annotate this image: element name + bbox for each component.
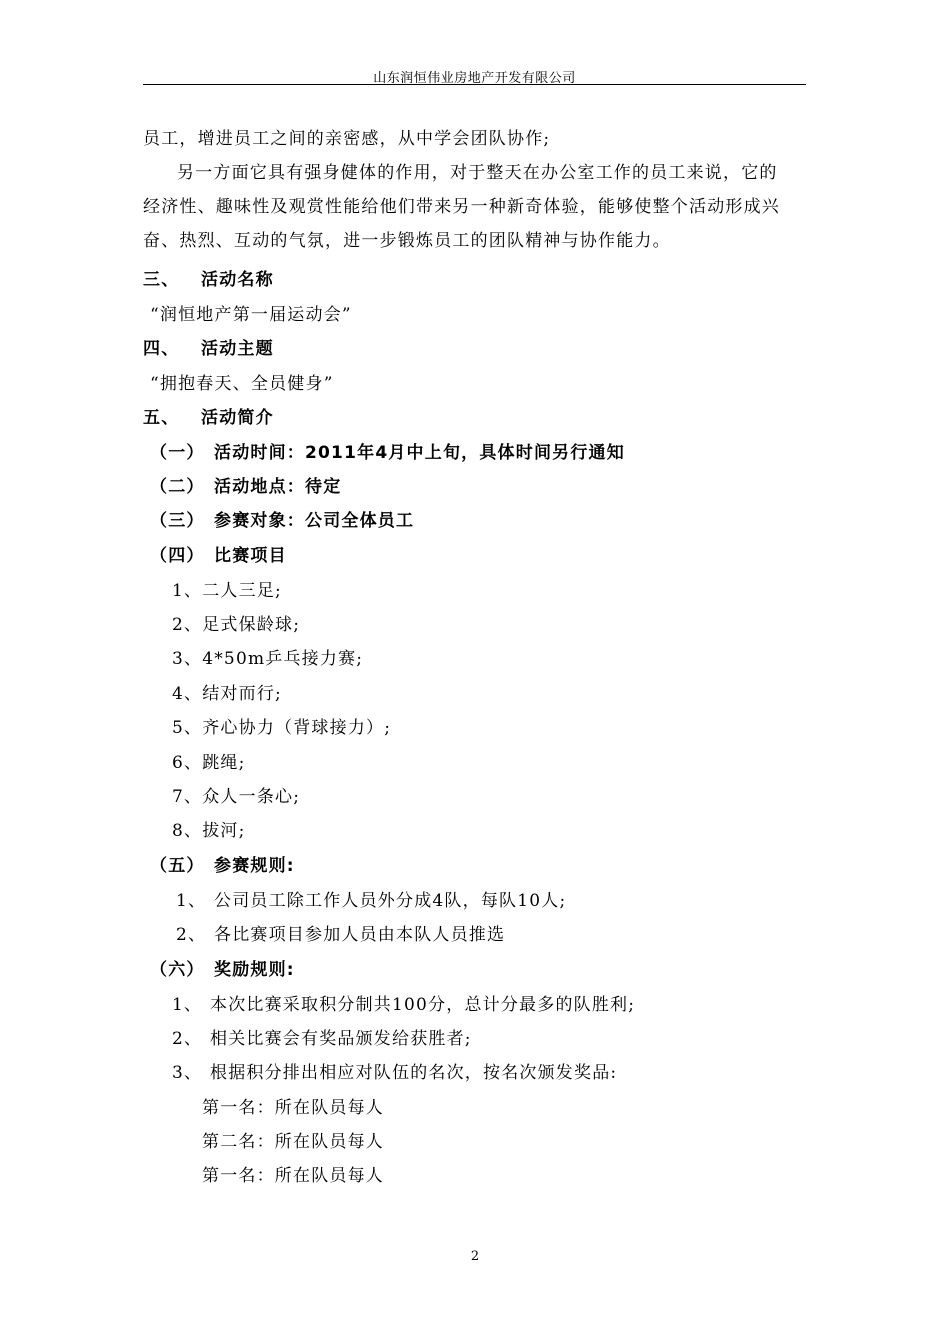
subsection-text: 奖励规则: <box>214 960 295 980</box>
subsection-text: 活动时间：2011年4月中上旬，具体时间另行通知 <box>214 443 625 463</box>
subsection-number: （五） <box>150 856 205 876</box>
subsection-text: 活动地点：待定 <box>214 477 342 497</box>
rule-text: 各比赛项目参加人员由本队人员推选 <box>214 925 506 945</box>
rule-item <box>176 925 505 945</box>
subsection-number: （六） <box>150 960 205 980</box>
list-item: 2、足式保龄球; <box>172 615 301 635</box>
section-title: 活动主题 <box>201 339 274 359</box>
prize-line: 第二名：所在队员每人 <box>202 1132 384 1152</box>
subsection-text: 参赛规则: <box>214 856 295 876</box>
list-item: 4、结对而行; <box>172 684 282 704</box>
subsection-number: （二） <box>150 477 205 497</box>
section-number: 四、 <box>143 339 180 359</box>
rule-text: 根据积分排出相应对队伍的名次，按名次颁发奖品: <box>210 1063 618 1083</box>
paragraph-line-1: 另一方面它具有强身健体的作用，对于整天在办公室工作的员工来说，它的 <box>177 163 778 183</box>
subsection-6 <box>150 960 295 980</box>
subsection-4 <box>150 546 287 566</box>
rule-text: 公司员工除工作人员外分成4队，每队10人; <box>214 891 567 911</box>
rule-text: 相关比赛会有奖品颁发给获胜者; <box>210 1029 472 1049</box>
subsection-2 <box>150 477 341 497</box>
page-number: 2 <box>470 1249 480 1264</box>
subsection-3 <box>150 511 414 531</box>
list-item: 1、二人三足; <box>172 581 282 601</box>
rule-number: 2、 <box>172 1029 203 1049</box>
rule-item <box>176 891 566 911</box>
subsection-number: （一） <box>150 443 205 463</box>
reward-rule-item <box>172 1029 472 1049</box>
paragraph-continuation: 员工，增进员工之间的亲密感，从中学会团队协作; <box>143 129 551 149</box>
reward-rule-item <box>172 1063 617 1083</box>
reward-rule-item <box>172 995 635 1015</box>
rule-text: 本次比赛采取积分制共100分，总计分最多的队胜利; <box>210 995 636 1015</box>
section-number: 五、 <box>143 408 180 428</box>
section-title: 活动简介 <box>201 408 274 428</box>
subsection-text: 参赛对象：公司全体员工 <box>214 511 415 531</box>
subsection-text: 比赛项目 <box>214 546 287 566</box>
section-heading-4 <box>143 339 274 359</box>
prize-line: 第一名：所在队员每人 <box>202 1166 384 1186</box>
section-heading-5 <box>143 408 274 428</box>
section-content-3: “润恒地产第一届运动会” <box>150 305 352 325</box>
list-item: 3、4*50m乒乓接力赛; <box>172 649 364 669</box>
subsection-5 <box>150 856 295 876</box>
paragraph-line-2: 经济性、趣味性及观赏性能给他们带来另一种新奇体验，能够使整个活动形成兴 <box>143 197 780 217</box>
paragraph-line-3: 奋、热烈、互动的气氛，进一步锻炼员工的团队精神与协作能力。 <box>143 231 671 251</box>
section-number: 三、 <box>143 270 180 290</box>
list-item: 8、拔河; <box>172 821 246 841</box>
rule-number: 1、 <box>176 891 207 911</box>
list-item: 6、跳绳; <box>172 753 246 773</box>
list-item: 7、众人一条心; <box>172 787 301 807</box>
section-heading-3 <box>143 270 274 290</box>
list-item: 5、齐心协力（背球接力）; <box>172 718 392 738</box>
rule-number: 3、 <box>172 1063 203 1083</box>
subsection-number: （四） <box>150 546 205 566</box>
subsection-number: （三） <box>150 511 205 531</box>
header-company-name: 山东润恒伟业房地产开发有限公司 <box>373 71 576 86</box>
header-divider <box>143 84 806 85</box>
section-content-4: “拥抱春天、全员健身” <box>150 374 334 394</box>
rule-number: 1、 <box>172 995 203 1015</box>
prize-line: 第一名：所在队员每人 <box>202 1098 384 1118</box>
rule-number: 2、 <box>176 925 207 945</box>
section-title: 活动名称 <box>201 270 274 290</box>
subsection-1 <box>150 443 625 463</box>
